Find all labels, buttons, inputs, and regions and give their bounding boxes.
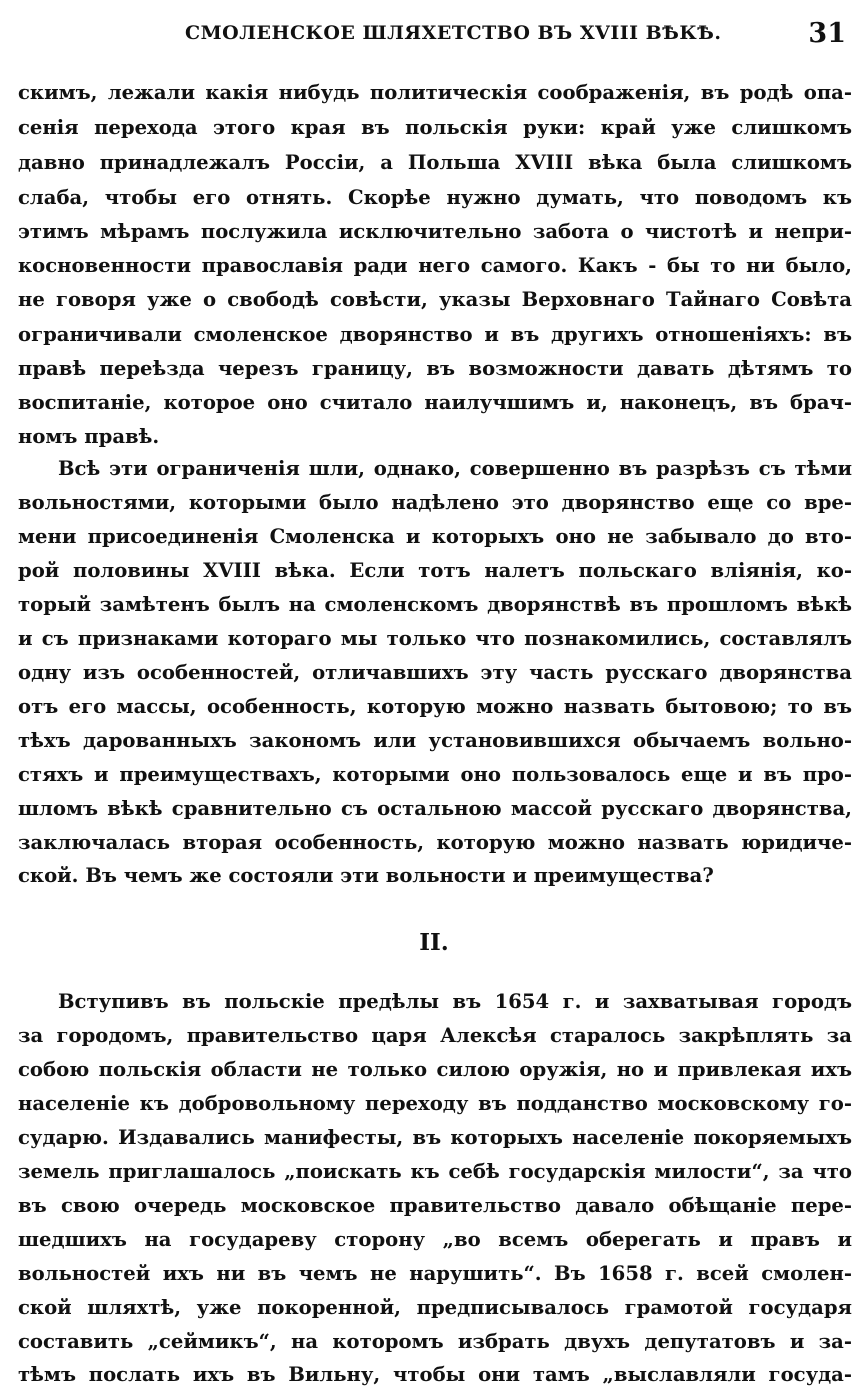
text-line: собою польскія области не только силою оружія, но и привлекая ихъ xyxy=(18,1058,852,1081)
text-line: воспитаніе, которое оно считало наилучшимъ и, наконецъ, въ брач- xyxy=(18,391,852,414)
text-line: сенія перехода этого края въ польскія руки: край уже слишкомъ xyxy=(18,116,852,139)
running-title: СМОЛЕНСКОЕ ШЛЯХЕТСТВО ВЪ XVIII ВѢКѢ. xyxy=(185,22,722,44)
text-line: земель приглашалось „поискать къ себѣ государскія милости“, за что xyxy=(18,1160,852,1183)
text-line: и съ признаками котораго мы только что познакомились, составлялъ xyxy=(18,627,852,650)
text-line: давно принадлежалъ Россіи, а Польша XVIII вѣка была слишкомъ xyxy=(18,151,852,174)
text-line: рой половины XVIII вѣка. Если тотъ налетъ польскаго вліянія, ко- xyxy=(18,559,852,582)
text-line: шломъ вѣкѣ сравнительно съ остальною массой русскаго дворянства, xyxy=(18,797,852,820)
text-line: сударю. Издавались манифесты, въ которыхъ населеніе покоряемыхъ xyxy=(18,1126,852,1149)
text-line: не говоря уже о свободѣ совѣсти, указы Верховнаго Тайнаго Совѣта xyxy=(18,288,852,311)
text-line: вольностями, которыми было надѣлено это дворянство еще со вре- xyxy=(18,491,852,514)
text-line: Всѣ эти ограниченія шли, однако, совершенно въ разрѣзъ съ тѣми xyxy=(58,457,852,480)
text-line: номъ правѣ. xyxy=(18,425,160,448)
page-header xyxy=(0,18,868,52)
text-line: вольностей ихъ ни въ чемъ не нарушить“. Въ 1658 г. всей смолен- xyxy=(18,1262,852,1285)
text-line: тѣхъ дарованныхъ закономъ или установившихся обычаемъ вольно- xyxy=(18,729,852,752)
text-line: населеніе къ добровольному переходу въ подданство московскому го- xyxy=(18,1092,852,1115)
text-line: шедшихъ на государеву сторону „во всемъ оберегать и правъ и xyxy=(18,1228,852,1251)
text-line: правѣ переѣзда черезъ границу, въ возможности давать дѣтямъ то xyxy=(18,357,852,380)
text-line: скимъ, лежали какія нибудь политическія соображенія, въ родѣ опа- xyxy=(18,81,852,104)
text-line: стяхъ и преимуществахъ, которыми оно пользовалось еще и въ про- xyxy=(18,763,852,786)
text-line: ограничивали смоленское дворянство и въ другихъ отношеніяхъ: въ xyxy=(18,323,852,346)
text-line: въ свою очередь московское правительство давало обѣщаніе пере- xyxy=(18,1194,852,1217)
text-line: составить „сеймикъ“, на которомъ избрать двухъ депутатовъ и за- xyxy=(18,1330,852,1353)
text-line: заключалась вторая особенность, которую можно назвать юридиче- xyxy=(18,831,852,854)
text-line: одну изъ особенностей, отличавшихъ эту часть русскаго дворянства xyxy=(18,661,852,684)
text-line: за городомъ, правительство царя Алексѣя старалось закрѣплять за xyxy=(18,1024,852,1047)
text-line: косновенности православія ради него самого. Какъ - бы то ни было, xyxy=(18,254,852,277)
text-line: ской шляхтѣ, уже покоренной, предписывалось грамотой государя xyxy=(18,1296,852,1319)
text-line: Вступивъ въ польскіе предѣлы въ 1654 г. и захватывая городъ xyxy=(58,990,852,1013)
text-line: ской. Въ чемъ же состояли эти вольности и преимущества? xyxy=(18,864,714,887)
page-number: 31 xyxy=(808,18,846,49)
section-heading: II. xyxy=(419,929,449,956)
text-line: торый замѣтенъ былъ на смоленскомъ дворянствѣ въ прошломъ вѣкѣ xyxy=(18,593,852,616)
text-line: слаба, чтобы его отнять. Скорѣе нужно думать, что поводомъ къ xyxy=(18,186,852,209)
text-line: тѣмъ послать ихъ въ Вильну, чтобы они тамъ „выславляли госуда- xyxy=(18,1363,852,1386)
text-line: мени присоединенія Смоленска и которыхъ оно не забывало до вто- xyxy=(18,525,852,548)
text-line: этимъ мѣрамъ послужила исключительно забота о чистотѣ и непри- xyxy=(18,220,852,243)
text-line: отъ его массы, особенность, которую можно назвать бытовою; то въ xyxy=(18,695,852,718)
